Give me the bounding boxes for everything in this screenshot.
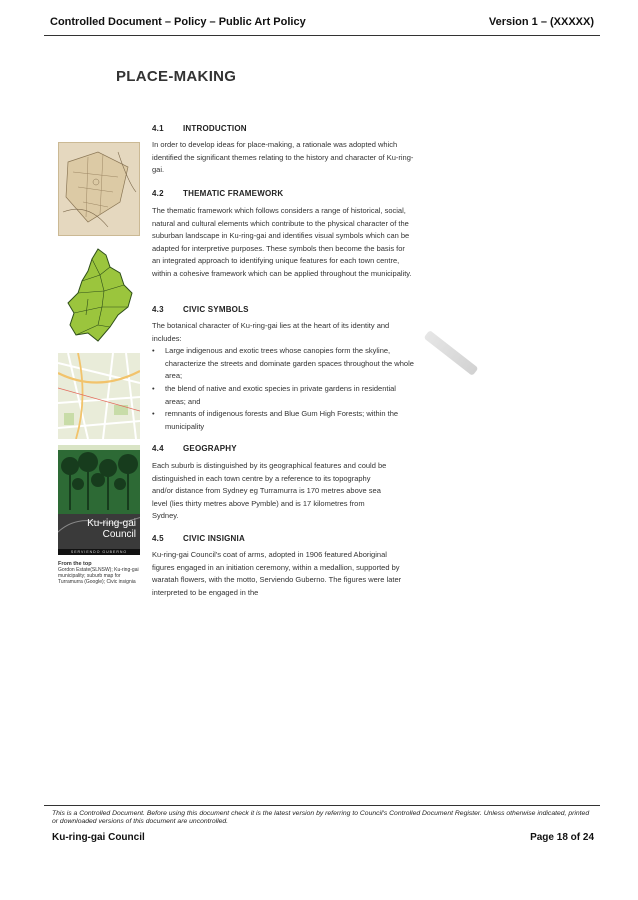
section-text-civic-insignia: Ku-ring-gai Council's coat of arms, adopted in 1906 featured Aboriginal figures engaged in an initiation ceremony, within a medallion, supported by waratah flowers, with the motto, Serviendo Guberno. The figures were later interpreted to be engaged in the bbox=[152, 550, 402, 597]
footer-controlled-note: This is a Controlled Document. Before using this document check it is the latest version by referring to Council's Controlled Document Register. Unless otherwise indicated, printed or downloaded versions of this document are uncontrolled. bbox=[52, 810, 590, 826]
section-heading-civic-symbols bbox=[152, 305, 249, 314]
section-intro: The botanical character of Ku-ring-gai lies at the heart of its identity and includes: bbox=[152, 321, 390, 343]
suburb-road-map-image bbox=[58, 353, 140, 439]
section-heading-civic-insignia bbox=[152, 534, 245, 543]
logo-name-panel bbox=[58, 514, 140, 549]
section-heading-introduction bbox=[152, 124, 247, 133]
section-title: INTRODUCTION bbox=[183, 124, 247, 133]
list-item: • the blend of native and exotic species in private gardens in residential areas; and bbox=[152, 383, 414, 408]
section-title: CIVIC SYMBOLS bbox=[183, 305, 249, 314]
page-title: PLACE-MAKING bbox=[116, 68, 237, 85]
historic-estate-map-image bbox=[58, 142, 140, 236]
watermark-mark bbox=[423, 330, 478, 376]
section-title: GEOGRAPHY bbox=[183, 444, 237, 453]
section-title: CIVIC INSIGNIA bbox=[183, 534, 245, 543]
image-caption bbox=[58, 561, 140, 585]
list-item: • remnants of indigenous forests and Blue Gum High Forests; within the municipality bbox=[152, 408, 414, 433]
logo-name-line1: Ku-ring-gai bbox=[87, 518, 136, 529]
caption-text: Gordon Estate(SLNSW); Ku-ring-gai municipality; suburb map for Turramurra (Google); Civic insignia bbox=[58, 567, 139, 585]
logo-name-line2: Council bbox=[102, 529, 136, 540]
tree-silhouette-icon bbox=[58, 450, 140, 514]
section-text-geography: Each suburb is distinguished by its geographical features and could be distinguished in each town centre by a reference to its topography and/or distance from Sydney eg Turramurra is 170 metres above sea level (lies thirty metres above Pymble) and is 17 kilometres from Sydney. bbox=[152, 461, 387, 521]
section-text-civic-symbols bbox=[152, 320, 414, 433]
caption-heading: From the top bbox=[58, 561, 92, 567]
logo-motto: SERVIENDO GUBERNO bbox=[58, 549, 140, 555]
civic-insignia-logo bbox=[58, 445, 140, 555]
section-heading-thematic-framework bbox=[152, 189, 283, 198]
section-number: 4.3 bbox=[152, 305, 164, 314]
header-divider bbox=[44, 35, 600, 36]
footer-organisation: Ku-ring-gai Council bbox=[52, 832, 145, 843]
list-item: • Large indigenous and exotic trees whose canopies form the skyline, characterize the streets and dominate garden spaces throughout the whole area; bbox=[152, 345, 414, 383]
section-number: 4.1 bbox=[152, 124, 164, 133]
section-text-thematic-framework: The thematic framework which follows considers a range of historical, social, natural and cultural elements which contribute to the physical character of the suburban landscape in Ku-ring-gai and identifies visual symbols which can be adapted for interpretive purposes. These symbols then become the basis for an integrated approach to identifying unique features for each town centre, within a cohesive framework which can be applied throughout the municipality. bbox=[152, 206, 412, 278]
section-number: 4.4 bbox=[152, 444, 164, 453]
bullet-list bbox=[152, 345, 414, 433]
header-title: Controlled Document – Policy – Public Art Policy bbox=[50, 16, 306, 28]
section-heading-geography bbox=[152, 444, 237, 453]
logo-name bbox=[87, 518, 136, 540]
footer-page-number: Page 18 of 24 bbox=[530, 832, 594, 843]
section-text-introduction: In order to develop ideas for place-making, a rationale was adopted which identified the significant themes relating to the history and character of Ku-ring-gai. bbox=[152, 140, 414, 175]
section-number: 4.5 bbox=[152, 534, 164, 543]
footer-divider bbox=[44, 805, 600, 806]
municipality-map-image bbox=[58, 245, 140, 347]
header-version: Version 1 – (XXXXX) bbox=[488, 16, 594, 28]
section-number: 4.2 bbox=[152, 189, 164, 198]
section-title: THEMATIC FRAMEWORK bbox=[183, 189, 284, 198]
